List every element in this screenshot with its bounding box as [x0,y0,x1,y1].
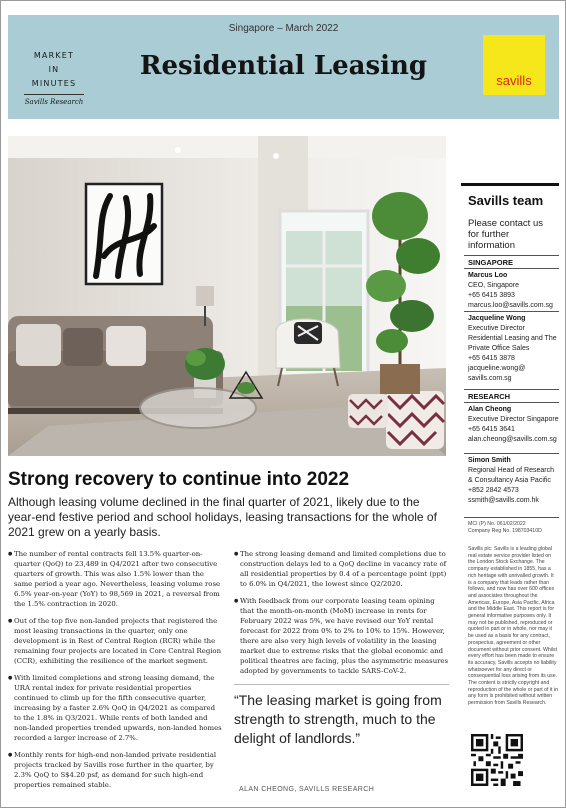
contact-email[interactable]: jacqueline.wong@ savills.com.sg [468,365,526,382]
contact-jacqueline-wong [468,314,560,384]
contact-marcus-loo [468,271,560,311]
contact-name: Jacqueline Wong [468,315,526,322]
contact-email[interactable]: alan.cheong@savills.com.sg [468,436,557,443]
living-room-photo [8,136,446,456]
contact-role: CEO, Singapore [468,282,519,289]
quote-rule [234,684,449,685]
section-rule [464,517,559,518]
contact-phone[interactable]: +65 6415 3641 [468,426,515,433]
contact-name: Simon Smith [468,457,511,464]
company-reg: Company Reg No. 198703410D [468,528,542,534]
body-column-left [8,549,223,797]
contact-role: Executive Director Singapore [468,416,559,423]
section-singapore: SINGAPORE [468,258,514,267]
contact-email[interactable]: marcus.loo@savills.com.sg [468,302,553,309]
section-rule [464,402,559,403]
article-intro: Although leasing volume declined in the final quarter of 2021, likely due to the year-end festive period and school holidays, leasing transactions for the whole of 2021 grew on a yearly basis. [8,495,437,539]
contact-phone[interactable]: +65 6415 3878 [468,355,515,362]
bullet-paragraph: ● Monthly rents for high-end non-landed private residential projects tracked by Savills rose further in the quarter, by 2.3% QoQ to S$4.20 psf, as demand for such high-end properties remained stable. [8,750,223,790]
contact-email[interactable]: ssmith@savills.com.hk [468,497,539,504]
series-line: MINUTES [31,79,77,88]
header-band [8,15,559,119]
section-research: RESEARCH [468,392,511,401]
body-column-right [234,549,449,683]
contact-name: Marcus Loo [468,272,508,279]
logo-text: savills [496,73,532,88]
disclaimer: Savills plc: Savills is a leading global real estate service provider listed on the London Stock Exchange. The company established in 1855, has a rich heritage with unrivalled growth. It is a company that leads rather than follows, and now has over 600 offices and associates throughout the Americas, Europe, Asia Pacific, Africa and the Middle East. This report is for general informative purposes only. It may not be published, reproduced or quoted in part or in whole, nor may it be used as a basis for any contract, prospectus, agreement or other document without prior consent. Whilst every effort has been made to ensure its accuracy, Savills accepts no liability whatsoever for any direct or consequential loss arising from its use. The content is strictly copyright and reproduction of the whole or part of it in any form is prohibited without written permission from Savills Research. [468,546,558,707]
series-brand: Savills Research [24,94,84,107]
contact-simon-smith [468,456,560,506]
bullet-paragraph: ● With limited completions and strong leasing demand, the URA rental index for private residential properties continued to climb up for the fifth consecutive quarter, increasing by a faster 2.6% QoQ in Q4/2021 as compared to the 1.8% in Q3/2021. While rents of both landed and non-landed properties trended upwards, non-landed homes recorded a larger increase of 2.7%. [8,673,223,743]
series-line: IN [48,65,60,74]
pull-quote: “The leasing market is going from strength to strength, much to the delight of landlords.” [234,692,442,746]
mci-number: MCI (P) No. 061/02/2022 [468,521,526,527]
quote-attribution: ALAN CHEONG, SAVILLS RESEARCH [239,786,375,793]
report-title: Residential Leasing [139,51,428,81]
registration-info [468,521,560,535]
section-rule [464,255,559,256]
contact-name: Alan Cheong [468,406,512,413]
bullet-paragraph: ● With feedback from our corporate leasing team opining that the month-on-month (MoM) increase in rents for February 2022 was 5%, we have revised our YoY rental forecast for 2022 from 0% to 2% to 10% to 15%. However, there are also very high levels of volatility in the leasing market due to extreme risks that the global economic and political theatres are facing, plus the asymmetric measures adopted by governments to tackle SARS-CoV-2. [234,596,449,676]
qr-code-icon[interactable] [471,734,523,786]
section-rule [464,389,559,390]
contact-phone[interactable]: +852 2842 4573 [468,487,519,494]
savills-logo [483,35,545,95]
sidebar-top-rule [461,183,559,186]
contact-divider [464,311,559,312]
section-rule [464,268,559,269]
bullet-paragraph: ● The number of rental contracts fell 13.5% quarter-on-quarter (QoQ) to 23,489 in Q4/2021 after two consecutive quarters of growth. This was also 1.5% lower than the same period a year ago. Nevertheless, leasing volume rose 6.5% year-on-year (YoY) to 98,569 in 2021, a reversal from the 1.5% contraction in 2020. [8,549,223,609]
bullet-paragraph: ● The strong leasing demand and limited completions due to construction delays led to a QoQ decline in vacancy rate of all residential properties by 0.4 of a percentage point (ppt) to 6.0% in Q4/2021, the lowest since Q2/2020. [234,549,449,589]
contact-role: Executive Director Residential Leasing and The Private Office Sales [468,325,557,352]
contact-phone[interactable]: +65 6415 3893 [468,292,515,299]
contact-role: Regional Head of Research & Consultancy Asia Pacific [468,467,554,484]
series-line: MARKET [33,51,75,60]
living-room-illustration [8,136,446,456]
sidebar-title: Savills team [468,193,544,208]
bullet-paragraph: ● Out of the top five non-landed projects that registered the most leasing transactions in the quarter, only one development is in Rest of Central Region (RCR) while the remaining four projects are located in Core Central Region (CCR), exhibiting the resilience of the market segment. [8,616,223,666]
article-headline: Strong recovery to continue into 2022 [8,469,350,490]
sidebar-intro: Please contact us for further information [468,218,543,251]
report-subtitle: Singapore – March 2022 [228,23,339,34]
contact-alan-cheong [468,405,560,445]
contact-divider [464,453,559,454]
